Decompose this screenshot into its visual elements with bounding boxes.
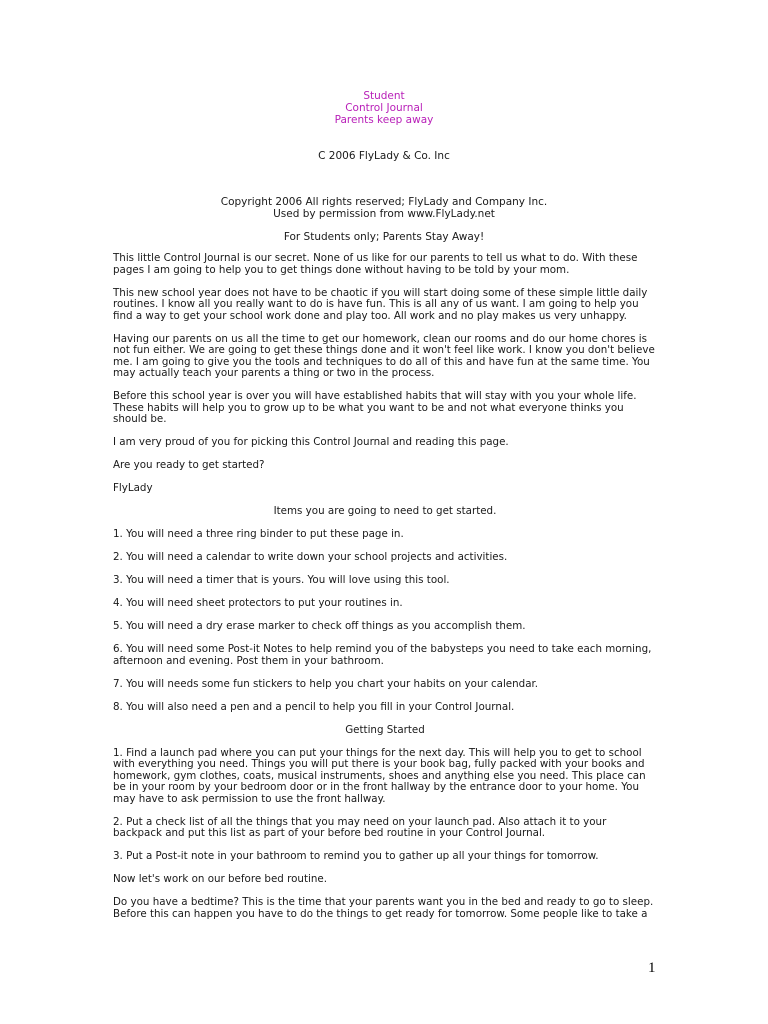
getting-started-heading: Getting Started	[345, 723, 425, 736]
intro-paragraph: Having our parents on us all the time to get our homework, clean our rooms and do our home chores is not fun either. We are going to get these things done and it won't feel like work. I know you don't believe me. I am going to give you the tools and techniques to do all of this and have fun at the same time. You may actually teach your parents a thing or two in the process.	[113, 332, 655, 379]
list-item: 7. You will needs some fun stickers to help you chart your habits on your calendar.	[113, 677, 539, 690]
rights-notice	[0, 196, 768, 220]
list-item: 6. You will need some Post-it Notes to help remind you of the babysteps you need to take each morning, afternoon and evening. Post them in your bathroom.	[113, 643, 652, 667]
getting-started-paragraph: 2. Put a check list of all the things that you may need on your launch pad. Also attach it to your backpack and put this list as part of your before bed routine in your Control Journal.	[113, 815, 607, 839]
title-line: Parents keep away	[334, 114, 434, 126]
intro-paragraph: I am very proud of you for picking this Control Journal and reading this page.	[113, 436, 509, 448]
signature: FlyLady	[113, 482, 153, 494]
audience-text: For Students only; Parents Stay Away!	[283, 231, 485, 243]
list-item: 4. You will need sheet protectors to put your routines in.	[113, 597, 403, 609]
copyright-short	[0, 150, 768, 162]
intro-paragraph: Are you ready to get started?	[113, 459, 265, 471]
list-item: 5. You will need a dry erase marker to check off things as you accomplish them.	[113, 620, 526, 632]
title-line: Student	[363, 90, 405, 102]
page-number: 1	[648, 960, 656, 976]
intro-paragraph: This new school year does not have to be chaotic if you will start doing some of these simple little daily routines. I know all you really want to do is have fun. This is all any of us want. I am going to help you find a way to get your school work done and play too. All work and no play makes us very unhappy.	[113, 286, 648, 322]
list-item: 3. You will need a timer that is yours. You will love using this tool.	[113, 574, 450, 586]
list-item: 8. You will also need a pen and a pencil to help you fill in your Control Journal.	[113, 700, 515, 713]
list-item: 2. You will need a calendar to write down your school projects and activities.	[113, 551, 508, 563]
list-item: 1. You will need a three ring binder to put these page in.	[113, 528, 404, 540]
copyright-short-text: C 2006 FlyLady & Co. Inc	[318, 150, 450, 162]
getting-started-paragraph: 1. Find a launch pad where you can put your things for the next day. This will help you to get to school with everything you need. Things you will put there is your book bag, fully packed with your books and homework, gym clothes, coats, musical instruments, shoes and anything else you need. This place can be in your room by your bedroom door or in the front hallway by the entrance door to your home. You may have to ask permission to use the front hallway.	[113, 746, 646, 805]
getting-started-paragraph: Do you have a bedtime? This is the time that your parents want you in the bed and ready to go to sleep. Before this can happen you have to do the things to get ready for tomorrow. Some people like to take a	[113, 896, 654, 920]
rights-line: Copyright 2006 All rights reserved; FlyLady and Company Inc.	[220, 196, 548, 208]
items-heading: Items you are going to need to get started.	[273, 505, 497, 517]
rights-line: Used by permission from www.FlyLady.net	[273, 208, 495, 220]
getting-started-paragraph: 3. Put a Post-it note in your bathroom to remind you to gather up all your things for tomorrow.	[113, 850, 599, 862]
document-body	[113, 253, 657, 932]
intro-paragraph: Before this school year is over you will have established habits that will stay with you your whole life. These habits will help you to grow up to be what you want to be and not what everyone thinks you should be.	[113, 390, 637, 425]
audience-note	[0, 231, 768, 243]
intro-paragraph: This little Control Journal is our secret. None of us like for our parents to tell us what to do. With these pages I am going to help you to get things done without having to be told by your mom.	[113, 252, 638, 276]
title-line: Control Journal	[345, 102, 423, 114]
document-title	[0, 90, 768, 126]
getting-started-paragraph: Now let's work on our before bed routine.	[113, 873, 327, 885]
